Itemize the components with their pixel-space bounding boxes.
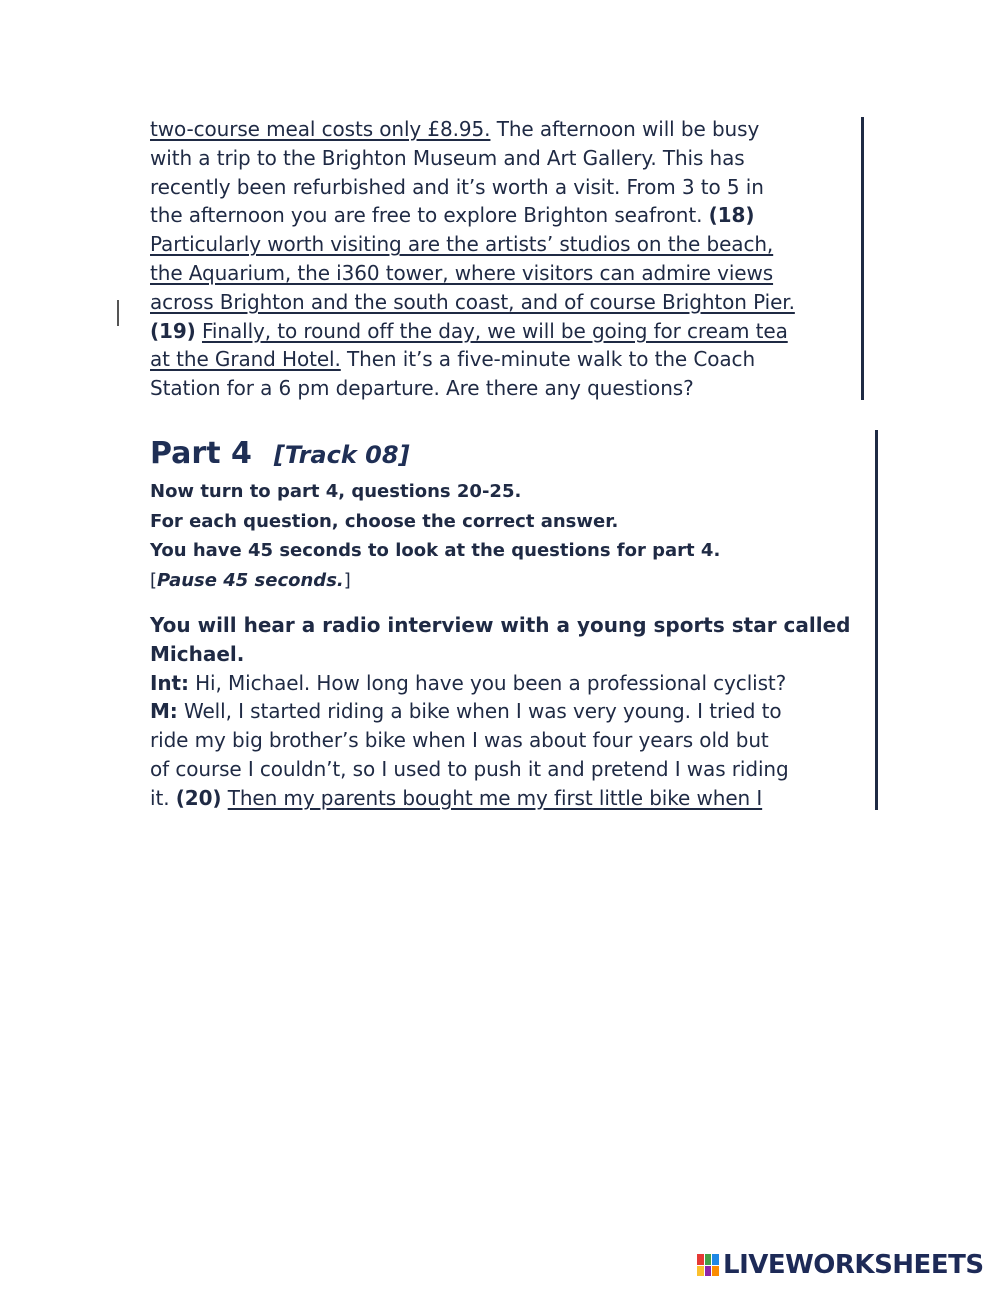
- speaker-label: M:: [150, 699, 178, 724]
- instruction-line: For each question, choose the correct answer.: [150, 510, 619, 532]
- text-line: with a trip to the Brighton Museum and Art Gallery. This has: [150, 145, 745, 170]
- liveworksheets-logo-icon: [697, 1254, 719, 1276]
- text-line: Station for a 6 pm departure. Are there any questions?: [150, 376, 694, 401]
- answer-underline: Particularly worth visiting are the artists’ studios on the beach,: [150, 232, 774, 257]
- transcript-passage-part3: [150, 115, 870, 403]
- track-label: [Track 08]: [273, 441, 410, 469]
- answer-underline: Then my parents bought me my first little bike when I: [227, 785, 763, 810]
- dialogue-line: Int: Hi, Michael. How long have you been a professional cyclist?: [150, 670, 787, 695]
- text-line: recently been refurbished and it’s worth a visit. From 3 to 5 in: [150, 174, 764, 199]
- instruction-line: You have 45 seconds to look at the questions for part 4.: [150, 540, 721, 561]
- text-line: at the Grand Hotel. Then it’s a five-minute walk to the Coach: [150, 347, 756, 372]
- transcript-passage-part4: [150, 432, 870, 813]
- pause-note: [Pause 45 seconds.]: [150, 569, 351, 591]
- question-number: (19): [150, 318, 196, 343]
- intro-line: You will hear a radio interview with a young sports star called: [150, 613, 851, 637]
- dialogue-line: it. (20) Then my parents bought me my first little bike when I: [150, 785, 763, 810]
- brand-name: LIVEWORKSHEETS: [723, 1250, 984, 1280]
- question-number: (20): [175, 785, 222, 810]
- dialogue-line: ride my big brother’s bike when I was about four years old but: [150, 728, 769, 753]
- answer-underline: the Aquarium, the i360 tower, where visitors can admire views: [150, 260, 774, 285]
- instruction-line: Now turn to part 4, questions 20-25.: [150, 481, 522, 502]
- intro-line: Michael.: [150, 641, 245, 666]
- liveworksheets-logo: [697, 1250, 984, 1280]
- dialogue-line: M: Well, I started riding a bike when I was very young. I tried to: [150, 699, 782, 724]
- text-line: [150, 317, 870, 346]
- part-heading: Part 4 [Track 08]: [150, 436, 410, 471]
- answer-underline: at the Grand Hotel.: [150, 347, 341, 372]
- speaker-label: Int:: [150, 670, 189, 695]
- answer-underline: across Brighton and the south coast, and of course Brighton Pier.: [150, 289, 795, 314]
- text-line: the afternoon you are free to explore Brighton seafront. (18): [150, 203, 755, 228]
- right-margin-rule-bottom: [875, 430, 878, 810]
- dialogue-line: of course I couldn’t, so I used to push it and pretend I was riding: [150, 756, 789, 781]
- margin-mark: [117, 300, 119, 326]
- text-line: two-course meal costs only £8.95. The afternoon will be busy: [150, 117, 760, 141]
- answer-underline: two-course meal costs only £8.95.: [150, 117, 491, 141]
- answer-underline: Finally, to round off the day, we will be going for cream tea: [201, 318, 788, 343]
- question-number: (18): [708, 203, 755, 228]
